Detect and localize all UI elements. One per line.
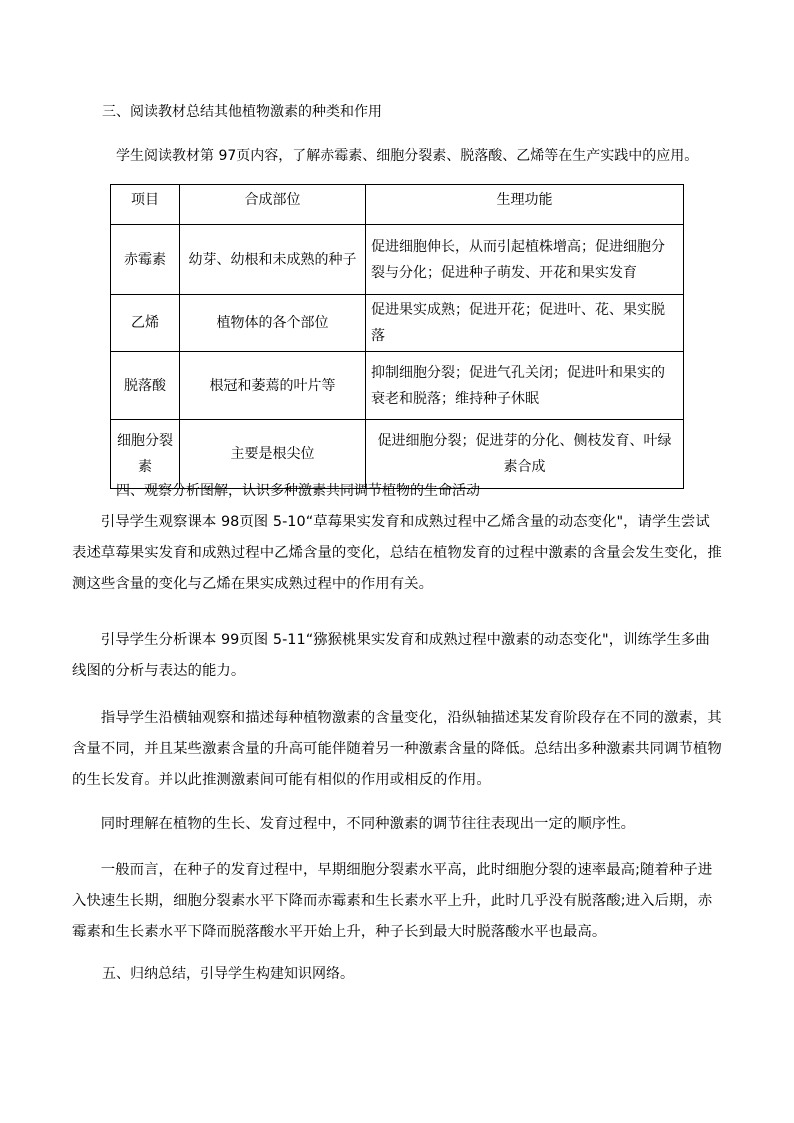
- hormone-name: 脱落酸: [111, 352, 180, 420]
- table-header-row: [111, 185, 684, 225]
- synthesis-site: 主要是根尖位: [180, 420, 366, 489]
- section5-heading: 五、归纳总结，引导学生构建知识网络。: [102, 966, 354, 982]
- section3-heading: 三、阅读教材总结其他植物激素的种类和作用: [102, 104, 382, 120]
- paragraph: 引导学生分析课本 99页图 5-11“猕猴桃果实发育和成熟过程中激素的动态变化"，训练学生多曲线图的分析与表达的能力。: [72, 632, 710, 679]
- physiological-function: 促进果实成熟；促进开花；促进叶、花、果实脱落: [366, 295, 684, 352]
- paragraph: 引导学生观察课本 98页图 5-10“草莓果实发育和成熟过程中乙烯含量的动态变化"，请学生尝试表述草莓果实发育和成熟过程中乙烯含量的变化，总结在植物发育的过程中激素的含量会发生变化，推测这些含量的变化与乙烯在果实成熟过程中的作用有关。: [72, 514, 722, 592]
- hormone-name: 乙烯: [111, 295, 180, 352]
- hormone-name: 赤霉素: [111, 225, 180, 295]
- header-function: 生理功能: [366, 185, 684, 225]
- synthesis-site: 植物体的各个部位: [180, 295, 366, 352]
- header-site: 合成部位: [180, 185, 366, 225]
- header-item: 项目: [111, 185, 180, 225]
- table-row: [111, 420, 684, 489]
- section3-intro: 学生阅读教材第 97页内容，了解赤霉素、细胞分裂素、脱落酸、乙烯等在生产实践中的应用。: [116, 148, 699, 164]
- table-row: [111, 352, 684, 420]
- physiological-function: 促进细胞伸长，从而引起植株增高；促进细胞分裂与分化；促进种子萌发、开花和果实发育: [366, 225, 684, 295]
- physiological-function: 促进细胞分裂；促进芽的分化、侧枝发育、叶绿素合成: [366, 420, 684, 489]
- hormone-table: [110, 184, 684, 489]
- synthesis-site: 幼芽、幼根和未成熟的种子: [180, 225, 366, 295]
- hormone-name: 细胞分裂素: [111, 420, 180, 489]
- synthesis-site: 根冠和萎蔫的叶片等: [180, 352, 366, 420]
- paragraph: 一般而言，在种子的发育过程中，早期细胞分裂素水平高，此时细胞分裂的速率最高;随着种子进入快速生长期，细胞分裂素水平下降而赤霉素和生长素水平上升，此时几乎没有脱落酸;进入后期，赤霉素和生长素水平下降而脱落酸水平开始上升，种子长到最大时脱落酸水平也最高。: [72, 862, 713, 940]
- paragraph: 指导学生沿横轴观察和描述每种植物激素的含量变化，沿纵轴描述某发育阶段存在不同的激素，其含量不同，并且某些激素含量的升高可能伴随着另一种激素含量的降低。总结出多种激素共同调节植物的生长发育。并以此推测激素间可能有相似的作用或相反的作用。: [72, 710, 722, 788]
- paragraph: 同时理解在植物的生长、发育过程中，不同种激素的调节往往表现出一定的顺序性。: [100, 816, 636, 832]
- physiological-function: 抑制细胞分裂；促进气孔关闭；促进叶和果实的衰老和脱落；维持种子休眠: [366, 352, 684, 420]
- table-row: [111, 225, 684, 295]
- section4-heading: 四、观察分析图解，认识多种激素共同调节植物的生命活动: [116, 483, 480, 499]
- table-row: [111, 295, 684, 352]
